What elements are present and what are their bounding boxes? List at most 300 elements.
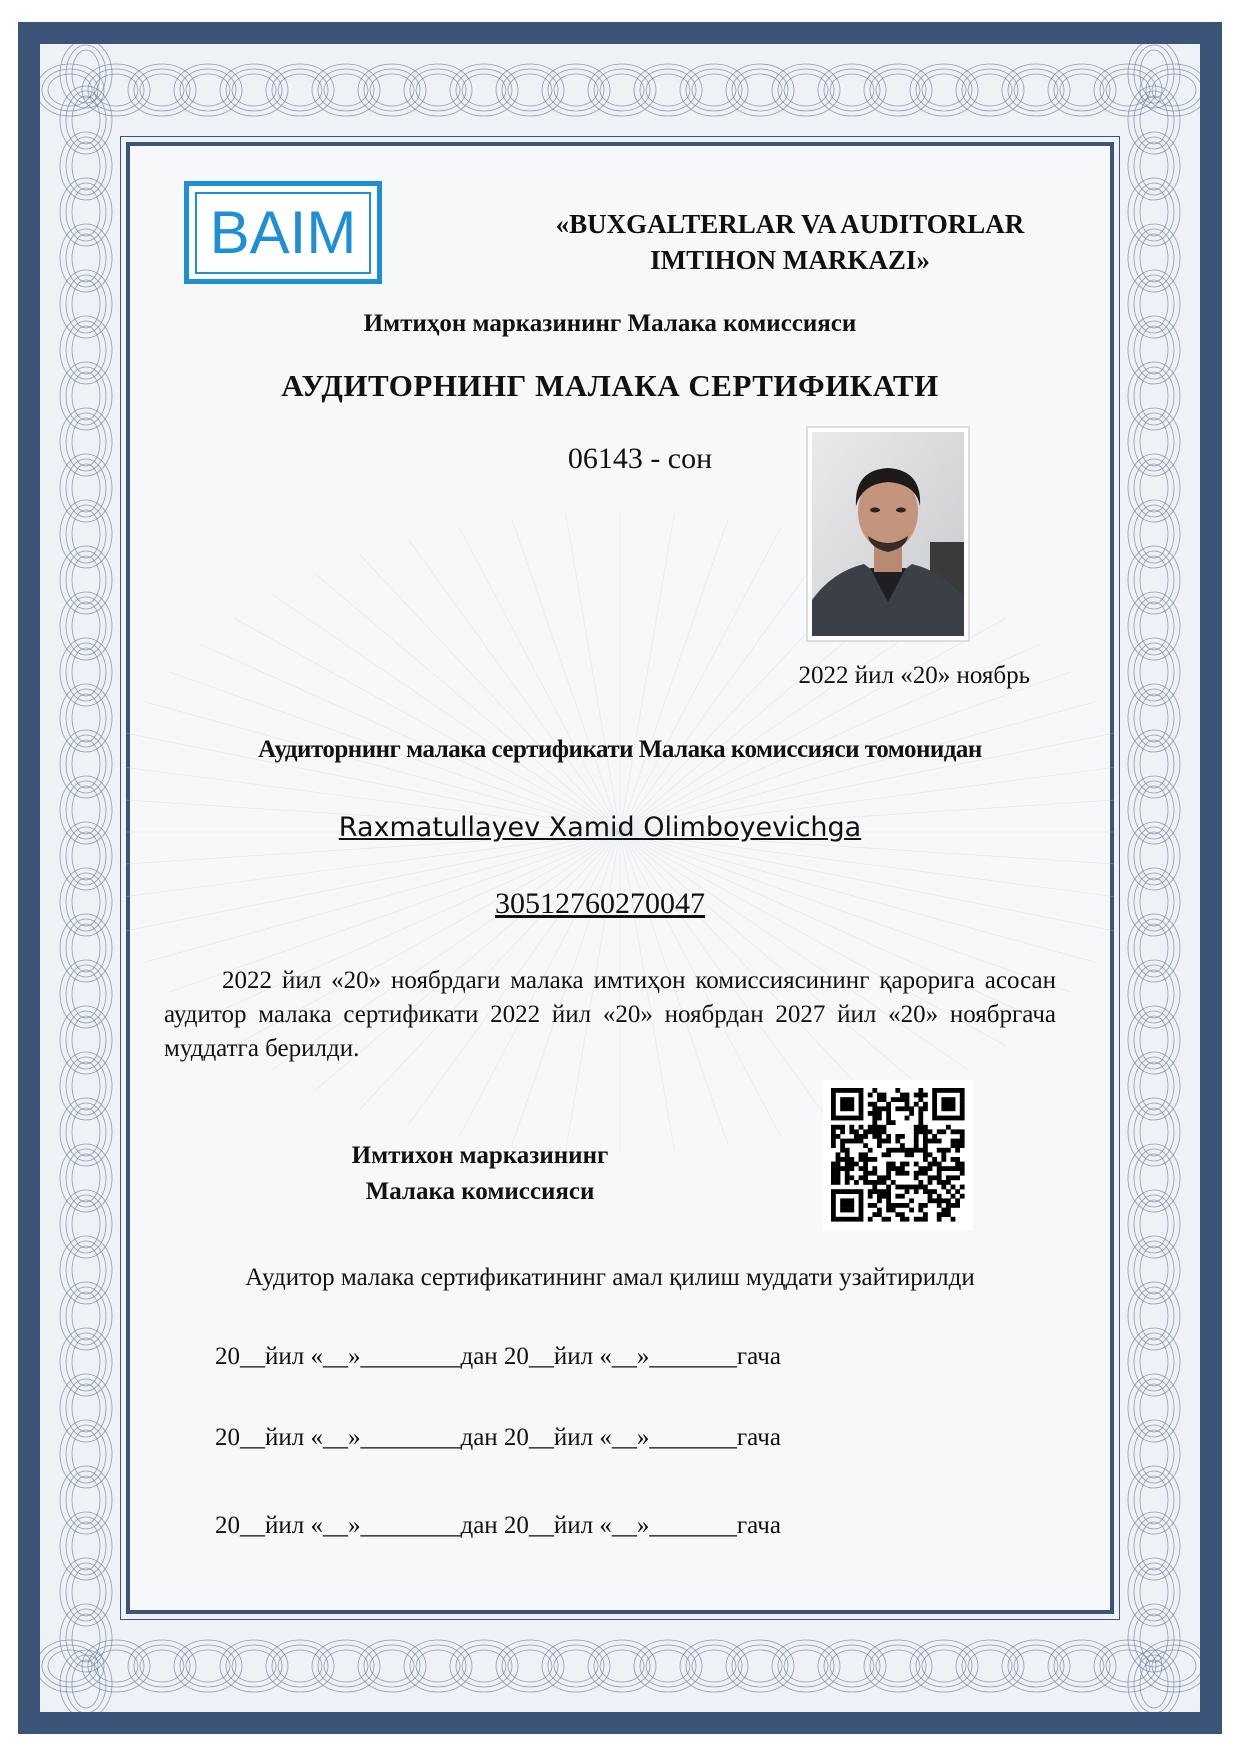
qr-module bbox=[895, 1166, 900, 1171]
qr-module bbox=[845, 1139, 850, 1144]
qr-module bbox=[960, 1129, 965, 1134]
qr-module bbox=[895, 1203, 900, 1208]
guilloche-loop bbox=[1146, 1645, 1200, 1687]
qr-module bbox=[909, 1106, 914, 1111]
qr-module bbox=[918, 1097, 923, 1102]
qr-module bbox=[831, 1166, 836, 1171]
qr-module bbox=[914, 1093, 919, 1098]
qr-module bbox=[918, 1166, 923, 1171]
qr-module bbox=[918, 1208, 923, 1213]
qr-module bbox=[872, 1203, 877, 1208]
qr-module bbox=[941, 1157, 946, 1162]
qr-module bbox=[918, 1120, 923, 1125]
qr-module bbox=[854, 1162, 859, 1167]
guilloche-loop bbox=[502, 69, 558, 111]
qr-module bbox=[863, 1143, 868, 1148]
qr-module bbox=[854, 1116, 859, 1121]
qr-module bbox=[849, 1139, 854, 1144]
qr-module bbox=[854, 1189, 859, 1194]
qr-module bbox=[905, 1203, 910, 1208]
qr-module bbox=[960, 1194, 965, 1199]
qr-module bbox=[909, 1198, 914, 1203]
qr-module bbox=[923, 1203, 928, 1208]
qr-module bbox=[863, 1134, 868, 1139]
qr-module bbox=[918, 1116, 923, 1121]
qr-module bbox=[932, 1111, 937, 1116]
qr-module bbox=[928, 1198, 933, 1203]
guilloche-loop bbox=[88, 1645, 144, 1687]
qr-module bbox=[849, 1189, 854, 1194]
qr-module bbox=[886, 1217, 891, 1222]
qr-module bbox=[868, 1157, 873, 1162]
qr-module bbox=[951, 1106, 956, 1111]
qr-module bbox=[941, 1129, 946, 1134]
issue-date: 2022 йил «20» ноябрь bbox=[798, 662, 1030, 689]
qr-module bbox=[840, 1217, 845, 1222]
qr-module bbox=[905, 1093, 910, 1098]
qr-module bbox=[951, 1203, 956, 1208]
qr-module bbox=[891, 1180, 896, 1185]
guilloche-loop bbox=[548, 69, 604, 111]
guilloche-loop bbox=[916, 69, 972, 111]
guilloche-loop bbox=[640, 69, 696, 111]
qr-module bbox=[905, 1171, 910, 1176]
qr-module bbox=[831, 1198, 836, 1203]
qr-module bbox=[895, 1212, 900, 1217]
qr-module bbox=[900, 1194, 905, 1199]
qr-module bbox=[923, 1093, 928, 1098]
qr-module bbox=[937, 1148, 942, 1153]
qr-module bbox=[886, 1120, 891, 1125]
guilloche-loop bbox=[272, 1645, 328, 1687]
qr-module bbox=[914, 1171, 919, 1176]
guilloche-loop bbox=[548, 1645, 604, 1687]
qr-module bbox=[918, 1106, 923, 1111]
qr-module bbox=[877, 1106, 882, 1111]
qr-module bbox=[923, 1217, 928, 1222]
qr-module bbox=[923, 1166, 928, 1171]
qr-module bbox=[937, 1088, 942, 1093]
qr-module bbox=[840, 1097, 845, 1102]
guilloche-loop bbox=[686, 1645, 742, 1687]
qr-module bbox=[877, 1111, 882, 1116]
qr-module bbox=[900, 1162, 905, 1167]
qr-module bbox=[895, 1148, 900, 1153]
qr-module bbox=[914, 1143, 919, 1148]
qr-module bbox=[868, 1148, 873, 1153]
qr-module bbox=[918, 1093, 923, 1098]
qr-module bbox=[886, 1116, 891, 1121]
qr-module bbox=[859, 1125, 864, 1130]
qr-module bbox=[831, 1116, 836, 1121]
qr-module bbox=[900, 1185, 905, 1190]
qr-module bbox=[845, 1152, 850, 1157]
qr-module bbox=[868, 1203, 873, 1208]
qr-module bbox=[868, 1129, 873, 1134]
guilloche-loop bbox=[1054, 69, 1110, 111]
qr-module bbox=[845, 1116, 850, 1121]
qr-module bbox=[895, 1106, 900, 1111]
qr-module bbox=[928, 1180, 933, 1185]
qr-module bbox=[891, 1148, 896, 1153]
guilloche-loop bbox=[1008, 69, 1064, 111]
baim-logo-inner-frame bbox=[195, 192, 371, 274]
qr-module bbox=[831, 1125, 836, 1130]
watermark-ray bbox=[408, 540, 620, 832]
guilloche-loop bbox=[502, 1645, 558, 1687]
qr-module bbox=[877, 1208, 882, 1213]
qr-module bbox=[831, 1194, 836, 1199]
qr-module bbox=[831, 1129, 836, 1134]
qr-module bbox=[849, 1198, 854, 1203]
qr-module bbox=[854, 1134, 859, 1139]
qr-module bbox=[941, 1088, 946, 1093]
qr-module bbox=[859, 1102, 864, 1107]
qr-module bbox=[849, 1102, 854, 1107]
qr-module bbox=[882, 1129, 887, 1134]
qr-module bbox=[836, 1134, 841, 1139]
qr-module bbox=[905, 1102, 910, 1107]
qr-module bbox=[937, 1166, 942, 1171]
qr-module bbox=[859, 1097, 864, 1102]
qr-module bbox=[891, 1162, 896, 1167]
qr-module bbox=[845, 1162, 850, 1167]
qr-module bbox=[868, 1111, 873, 1116]
qr-module bbox=[937, 1180, 942, 1185]
qr-module bbox=[900, 1166, 905, 1171]
qr-module bbox=[918, 1180, 923, 1185]
qr-module bbox=[840, 1157, 845, 1162]
qr-module bbox=[937, 1212, 942, 1217]
qr-module bbox=[955, 1148, 960, 1153]
qr-module bbox=[882, 1097, 887, 1102]
qr-module bbox=[886, 1171, 891, 1176]
watermark-ray bbox=[566, 514, 620, 832]
qr-module bbox=[941, 1166, 946, 1171]
certificate-title: АУДИТОРНИНГ МАЛАКА СЕРТИФИКАТИ bbox=[281, 368, 939, 403]
qr-module bbox=[946, 1180, 951, 1185]
qr-module bbox=[951, 1217, 956, 1222]
qr-module bbox=[941, 1198, 946, 1203]
qr-module bbox=[895, 1185, 900, 1190]
guilloche-loop bbox=[916, 1645, 972, 1687]
qr-module bbox=[900, 1097, 905, 1102]
qr-module bbox=[909, 1152, 914, 1157]
qr-module bbox=[891, 1208, 896, 1213]
qr-module bbox=[900, 1143, 905, 1148]
qr-module bbox=[923, 1102, 928, 1107]
qr-module bbox=[863, 1175, 868, 1180]
qr-module bbox=[923, 1152, 928, 1157]
qr-module bbox=[831, 1088, 836, 1093]
qr-module bbox=[868, 1189, 873, 1194]
qr-module bbox=[845, 1175, 850, 1180]
qr-module bbox=[905, 1185, 910, 1190]
qr-module bbox=[937, 1175, 942, 1180]
qr-module bbox=[859, 1116, 864, 1121]
guilloche-loop bbox=[824, 69, 880, 111]
qr-module bbox=[859, 1106, 864, 1111]
qr-module bbox=[845, 1198, 850, 1203]
qr-module bbox=[840, 1208, 845, 1213]
qr-module bbox=[872, 1134, 877, 1139]
guilloche-loop bbox=[824, 1645, 880, 1687]
qr-module bbox=[845, 1102, 850, 1107]
qr-module bbox=[872, 1129, 877, 1134]
qr-module bbox=[886, 1185, 891, 1190]
watermark-ray bbox=[620, 618, 1006, 832]
qr-module bbox=[840, 1139, 845, 1144]
qr-module bbox=[877, 1175, 882, 1180]
qr-module bbox=[932, 1088, 937, 1093]
qr-module bbox=[960, 1088, 965, 1093]
qr-module bbox=[872, 1185, 877, 1190]
qr-module bbox=[831, 1175, 836, 1180]
qr-module bbox=[909, 1208, 914, 1213]
qr-module bbox=[951, 1102, 956, 1107]
qr-module bbox=[941, 1208, 946, 1213]
qr-module bbox=[914, 1185, 919, 1190]
qr-module bbox=[960, 1097, 965, 1102]
qr-module bbox=[831, 1134, 836, 1139]
qr-module bbox=[918, 1203, 923, 1208]
qr-module bbox=[932, 1134, 937, 1139]
qr-module bbox=[863, 1152, 868, 1157]
qr-module bbox=[836, 1175, 841, 1180]
qr-module bbox=[951, 1097, 956, 1102]
qr-module bbox=[868, 1217, 873, 1222]
qr-module bbox=[840, 1143, 845, 1148]
qr-module bbox=[859, 1157, 864, 1162]
qr-module bbox=[863, 1166, 868, 1171]
qr-module bbox=[859, 1088, 864, 1093]
qr-module bbox=[877, 1180, 882, 1185]
qr-module bbox=[831, 1111, 836, 1116]
qr-module bbox=[909, 1111, 914, 1116]
qr-module bbox=[914, 1125, 919, 1130]
qr-module bbox=[886, 1203, 891, 1208]
qr-module bbox=[831, 1093, 836, 1098]
qr-module bbox=[886, 1208, 891, 1213]
qr-module bbox=[872, 1111, 877, 1116]
qr-module bbox=[928, 1175, 933, 1180]
qr-module bbox=[946, 1208, 951, 1213]
qr-module bbox=[877, 1194, 882, 1199]
qr-module bbox=[914, 1139, 919, 1144]
qr-module bbox=[946, 1148, 951, 1153]
qr-module bbox=[955, 1175, 960, 1180]
qr-module bbox=[951, 1143, 956, 1148]
qr-module bbox=[849, 1166, 854, 1171]
qr-module bbox=[932, 1175, 937, 1180]
qr-module bbox=[836, 1217, 841, 1222]
qr-module bbox=[946, 1125, 951, 1130]
qr-module bbox=[946, 1097, 951, 1102]
qr-module bbox=[882, 1139, 887, 1144]
qr-module bbox=[831, 1189, 836, 1194]
qr-module bbox=[960, 1162, 965, 1167]
qr-module bbox=[932, 1157, 937, 1162]
qr-module bbox=[955, 1189, 960, 1194]
qr-module bbox=[932, 1139, 937, 1144]
qr-module bbox=[831, 1180, 836, 1185]
qr-module bbox=[868, 1093, 873, 1098]
qr-module bbox=[960, 1139, 965, 1144]
guilloche-loop bbox=[962, 1645, 1018, 1687]
qr-module bbox=[849, 1217, 854, 1222]
qr-module bbox=[882, 1106, 887, 1111]
qr-module bbox=[937, 1116, 942, 1121]
qr-module bbox=[928, 1152, 933, 1157]
qr-module bbox=[877, 1139, 882, 1144]
guilloche-loop bbox=[60, 1650, 112, 1712]
qr-module bbox=[872, 1120, 877, 1125]
qr-module bbox=[923, 1185, 928, 1190]
qr-module bbox=[859, 1217, 864, 1222]
qr-module bbox=[845, 1097, 850, 1102]
certificate-number: 06143 - сон bbox=[567, 442, 713, 475]
qr-module bbox=[886, 1175, 891, 1180]
qr-module bbox=[941, 1152, 946, 1157]
qr-module bbox=[918, 1129, 923, 1134]
extension-line: 20__йил «__»________дан 20__йил «__»_______гача bbox=[215, 1512, 781, 1539]
qr-module bbox=[872, 1088, 877, 1093]
qr-module bbox=[877, 1198, 882, 1203]
qr-module bbox=[882, 1194, 887, 1199]
qr-module bbox=[859, 1166, 864, 1171]
guilloche-loop bbox=[318, 69, 374, 111]
qr-module bbox=[831, 1143, 836, 1148]
qr-module bbox=[955, 1139, 960, 1144]
qr-module bbox=[840, 1088, 845, 1093]
commission-signature-block bbox=[300, 1138, 660, 1210]
qr-module bbox=[831, 1106, 836, 1111]
qr-module bbox=[960, 1143, 965, 1148]
qr-module bbox=[868, 1125, 873, 1130]
qr-module bbox=[840, 1166, 845, 1171]
qr-module bbox=[872, 1180, 877, 1185]
qr-module bbox=[859, 1198, 864, 1203]
qr-module bbox=[900, 1203, 905, 1208]
qr-module bbox=[859, 1093, 864, 1098]
qr-module bbox=[900, 1093, 905, 1098]
qr-module bbox=[845, 1208, 850, 1213]
qr-module bbox=[951, 1116, 956, 1121]
qr-module bbox=[914, 1175, 919, 1180]
qr-module bbox=[840, 1129, 845, 1134]
guilloche-loop bbox=[42, 69, 98, 111]
qr-module bbox=[928, 1166, 933, 1171]
guilloche-loop bbox=[640, 1645, 696, 1687]
qr-module bbox=[882, 1152, 887, 1157]
qr-module bbox=[923, 1139, 928, 1144]
qr-module bbox=[859, 1194, 864, 1199]
watermark-ray bbox=[314, 573, 620, 832]
qr-module bbox=[886, 1162, 891, 1167]
guilloche-loop bbox=[410, 69, 466, 111]
guilloche-loop bbox=[594, 1645, 650, 1687]
guilloche-loop bbox=[962, 69, 1018, 111]
qr-module bbox=[946, 1198, 951, 1203]
qr-module bbox=[877, 1125, 882, 1130]
qr-module bbox=[914, 1189, 919, 1194]
guilloche-loop bbox=[870, 1645, 926, 1687]
qr-module bbox=[836, 1088, 841, 1093]
qr-module bbox=[849, 1162, 854, 1167]
qr-module bbox=[960, 1093, 965, 1098]
qr-module bbox=[918, 1171, 923, 1176]
qr-module bbox=[932, 1102, 937, 1107]
qr-module bbox=[868, 1102, 873, 1107]
qr-module bbox=[840, 1148, 845, 1153]
qr-module bbox=[951, 1157, 956, 1162]
qr-module bbox=[941, 1180, 946, 1185]
qr-module bbox=[937, 1139, 942, 1144]
qr-module bbox=[923, 1125, 928, 1130]
issued-by-line: Аудиторнинг малака сертификати Малака комиссияси томонидан bbox=[258, 736, 982, 763]
qr-module bbox=[955, 1162, 960, 1167]
qr-module bbox=[905, 1097, 910, 1102]
qr-module bbox=[845, 1088, 850, 1093]
organization-name bbox=[520, 206, 1060, 278]
qr-module bbox=[909, 1148, 914, 1153]
guilloche-loop bbox=[594, 69, 650, 111]
qr-module bbox=[872, 1189, 877, 1194]
qr-module bbox=[831, 1171, 836, 1176]
qr-module bbox=[886, 1152, 891, 1157]
qr-module bbox=[845, 1166, 850, 1171]
qr-module bbox=[840, 1189, 845, 1194]
qr-module bbox=[831, 1217, 836, 1222]
holder-id-number: 30512760270047 bbox=[495, 887, 705, 920]
qr-code[interactable] bbox=[823, 1080, 973, 1230]
qr-module bbox=[859, 1203, 864, 1208]
qr-module bbox=[937, 1217, 942, 1222]
commission-heading: Имтиҳон марказининг Малака комиссияси bbox=[363, 310, 857, 337]
qr-module bbox=[932, 1106, 937, 1111]
qr-module bbox=[895, 1194, 900, 1199]
qr-module bbox=[951, 1166, 956, 1171]
qr-module bbox=[914, 1134, 919, 1139]
qr-module bbox=[882, 1180, 887, 1185]
qr-module bbox=[928, 1162, 933, 1167]
watermark-ray bbox=[272, 594, 620, 832]
guilloche-loop bbox=[732, 1645, 788, 1687]
qr-module bbox=[960, 1106, 965, 1111]
guilloche-loop bbox=[870, 69, 926, 111]
qr-module bbox=[946, 1203, 951, 1208]
qr-module bbox=[937, 1162, 942, 1167]
qr-module bbox=[886, 1148, 891, 1153]
qr-module bbox=[886, 1194, 891, 1199]
qr-module bbox=[918, 1217, 923, 1222]
qr-module bbox=[923, 1129, 928, 1134]
guilloche-loop bbox=[226, 69, 282, 111]
qr-module bbox=[937, 1203, 942, 1208]
qr-module bbox=[868, 1171, 873, 1176]
qr-module bbox=[840, 1102, 845, 1107]
qr-module bbox=[914, 1162, 919, 1167]
watermark-ray bbox=[360, 555, 620, 832]
qr-module bbox=[836, 1152, 841, 1157]
qr-module bbox=[882, 1093, 887, 1098]
baim-logo-text: BAIM bbox=[209, 199, 357, 266]
qr-module bbox=[960, 1185, 965, 1190]
qr-module bbox=[955, 1157, 960, 1162]
qr-module bbox=[900, 1106, 905, 1111]
qr-module bbox=[914, 1129, 919, 1134]
qr-module bbox=[886, 1189, 891, 1194]
